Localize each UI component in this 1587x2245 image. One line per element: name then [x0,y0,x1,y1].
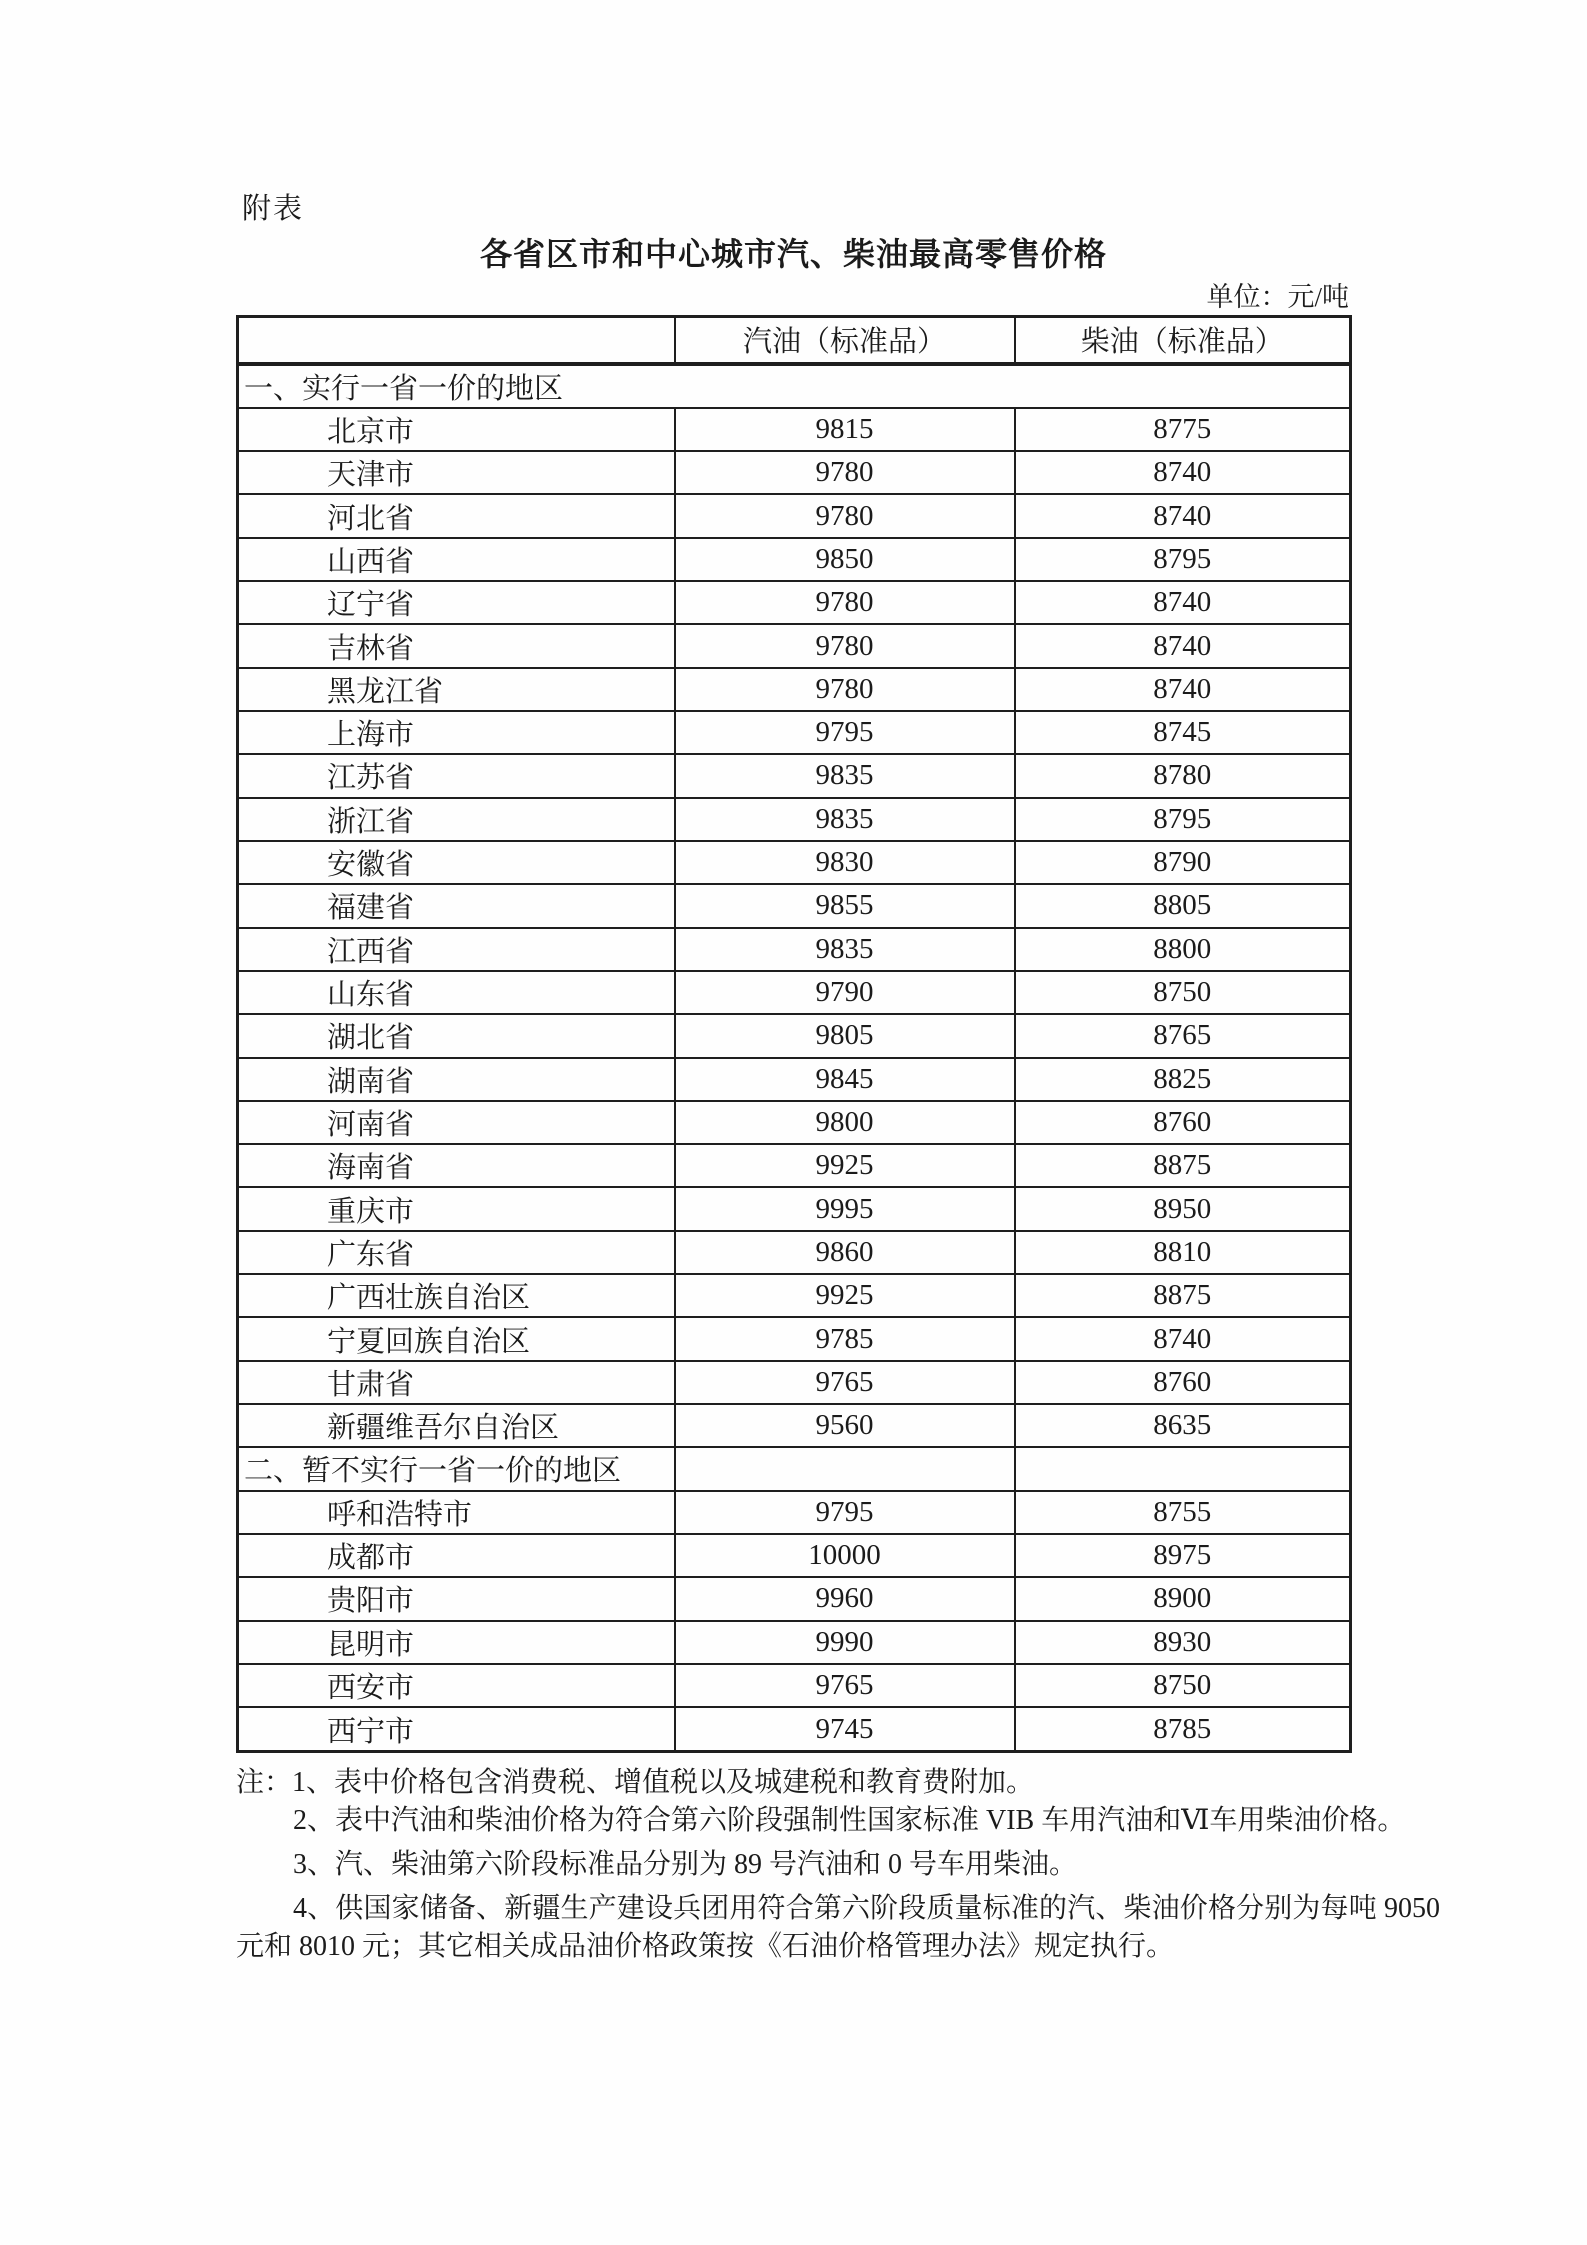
table-row [238,1058,1351,1101]
table-row [238,581,1351,624]
region-cell: 成都市 [238,1534,675,1577]
gasoline-price-cell: 9995 [675,1187,1015,1230]
gasoline-price-cell: 9830 [675,841,1015,884]
region-cell: 安徽省 [238,841,675,884]
region-column-header [238,317,675,364]
gasoline-price-cell: 9855 [675,884,1015,927]
table-row [238,1534,1351,1577]
diesel-price-cell: 8740 [1015,494,1351,537]
table-row [238,754,1351,797]
region-cell: 昆明市 [238,1621,675,1664]
region-cell: 西安市 [238,1664,675,1707]
note-line: 3、汽、柴油第六阶段标准品分别为 89 号汽油和 0 号车用柴油。 [293,1849,1078,1880]
gasoline-price-cell: 9780 [675,624,1015,667]
notes-prefix: 注： [236,1767,293,1798]
diesel-price-cell: 8755 [1015,1491,1351,1534]
empty-cell [1015,1447,1351,1490]
diesel-price-cell: 8760 [1015,1361,1351,1404]
table-row [238,841,1351,884]
gasoline-price-cell: 9795 [675,711,1015,754]
region-cell: 山东省 [238,971,675,1014]
gasoline-price-cell: 9780 [675,494,1015,537]
gasoline-price-cell: 9835 [675,754,1015,797]
diesel-price-cell: 8975 [1015,1534,1351,1577]
region-cell: 河北省 [238,494,675,537]
gasoline-price-cell: 9745 [675,1707,1015,1751]
gasoline-price-cell: 9835 [675,798,1015,841]
table-row [238,1187,1351,1230]
diesel-price-cell: 8785 [1015,1707,1351,1751]
region-cell: 宁夏回族自治区 [238,1317,675,1360]
diesel-price-cell: 8740 [1015,581,1351,624]
diesel-price-cell: 8740 [1015,668,1351,711]
region-cell: 湖南省 [238,1058,675,1101]
header-row [238,317,1351,364]
gasoline-price-cell: 9795 [675,1491,1015,1534]
diesel-price-cell: 8740 [1015,451,1351,494]
page-title: 各省区市和中心城市汽、柴油最高零售价格 [479,236,1107,272]
gasoline-price-cell: 9780 [675,451,1015,494]
diesel-price-cell: 8805 [1015,884,1351,927]
price-table-header [238,317,1351,364]
diesel-price-cell: 8950 [1015,1187,1351,1230]
diesel-price-cell: 8740 [1015,1317,1351,1360]
gasoline-price-cell: 9765 [675,1664,1015,1707]
region-cell: 北京市 [238,408,675,451]
table-row [238,1231,1351,1274]
note-line [236,1764,1440,1802]
table-row [238,798,1351,841]
region-cell: 海南省 [238,1144,675,1187]
table-row [238,711,1351,754]
price-table-body [238,364,1351,1752]
section-header-row [238,1447,1351,1490]
region-cell: 甘肃省 [238,1361,675,1404]
diesel-price-cell: 8750 [1015,1664,1351,1707]
note-line: 4、供国家储备、新疆生产建设兵团用符合第六阶段质量标准的汽、柴油价格分别为每吨 9050 元和 8010 元；其它相关成品油价格政策按《石油价格管理办法》规定执行。 [236,1893,1440,1962]
diesel-price-cell: 8635 [1015,1404,1351,1447]
note-line: 2、表中汽油和柴油价格为符合第六阶段强制性国家标准 VIB 车用汽油和Ⅵ车用柴油价格。 [293,1805,1406,1836]
table-row [238,668,1351,711]
table-row [238,884,1351,927]
gasoline-price-cell: 9780 [675,581,1015,624]
table-row [238,1361,1351,1404]
diesel-price-cell: 8875 [1015,1274,1351,1317]
gasoline-price-cell: 9765 [675,1361,1015,1404]
diesel-column-header: 柴油（标准品） [1015,317,1351,364]
region-cell: 广西壮族自治区 [238,1274,675,1317]
region-cell: 贵阳市 [238,1577,675,1620]
gasoline-price-cell: 10000 [675,1534,1015,1577]
gasoline-price-cell: 9800 [675,1101,1015,1144]
diesel-price-cell: 8775 [1015,408,1351,451]
table-row [238,1577,1351,1620]
region-cell: 广东省 [238,1231,675,1274]
diesel-price-cell: 8790 [1015,841,1351,884]
gasoline-price-cell: 9960 [675,1577,1015,1620]
diesel-price-cell: 8750 [1015,971,1351,1014]
table-row [238,1621,1351,1664]
region-cell: 辽宁省 [238,581,675,624]
region-cell: 河南省 [238,1101,675,1144]
table-row [238,1144,1351,1187]
table-row [238,494,1351,537]
gasoline-price-cell: 9560 [675,1404,1015,1447]
diesel-price-cell: 8810 [1015,1231,1351,1274]
table-row [238,1491,1351,1534]
region-cell: 福建省 [238,884,675,927]
gasoline-price-cell: 9925 [675,1274,1015,1317]
region-cell: 西宁市 [238,1707,675,1751]
diesel-price-cell: 8795 [1015,798,1351,841]
region-cell: 新疆维吾尔自治区 [238,1404,675,1447]
gasoline-price-cell: 9850 [675,538,1015,581]
table-row [238,928,1351,971]
region-cell: 江苏省 [238,754,675,797]
diesel-price-cell: 8740 [1015,624,1351,667]
empty-cell [675,1447,1015,1490]
table-row [238,408,1351,451]
diesel-price-cell: 8875 [1015,1144,1351,1187]
region-cell: 呼和浩特市 [238,1491,675,1534]
table-row [238,1664,1351,1707]
table-row [238,624,1351,667]
diesel-price-cell: 8800 [1015,928,1351,971]
table-row [238,1404,1351,1447]
attachment-label: 附表 [242,193,305,225]
table-row [238,1707,1351,1751]
table-row [238,451,1351,494]
price-table [236,315,1352,1753]
gasoline-price-cell: 9835 [675,928,1015,971]
unit-label: 单位：元/吨 [1206,282,1349,312]
diesel-price-cell: 8780 [1015,754,1351,797]
diesel-price-cell: 8795 [1015,538,1351,581]
table-row [238,538,1351,581]
region-cell: 重庆市 [238,1187,675,1230]
table-row [238,1014,1351,1057]
region-cell: 天津市 [238,451,675,494]
note-text: 1、表中价格包含消费税、增值税以及城建税和教育费附加。 [292,1767,1035,1798]
gasoline-price-cell: 9790 [675,971,1015,1014]
table-row [238,971,1351,1014]
gasoline-price-cell: 9845 [675,1058,1015,1101]
section-label: 一、实行一省一价的地区 [238,364,1351,408]
table-row [238,1274,1351,1317]
gasoline-price-cell: 9990 [675,1621,1015,1664]
region-cell: 浙江省 [238,798,675,841]
gasoline-price-cell: 9785 [675,1317,1015,1360]
region-cell: 山西省 [238,538,675,581]
gasoline-price-cell: 9925 [675,1144,1015,1187]
table-row [238,1101,1351,1144]
gasoline-price-cell: 9860 [675,1231,1015,1274]
notes [236,1764,1440,1966]
region-cell: 上海市 [238,711,675,754]
table-row [238,1317,1351,1360]
gasoline-price-cell: 9805 [675,1014,1015,1057]
region-cell: 吉林省 [238,624,675,667]
gasoline-column-header: 汽油（标准品） [675,317,1015,364]
diesel-price-cell: 8765 [1015,1014,1351,1057]
region-cell: 黑龙江省 [238,668,675,711]
gasoline-price-cell: 9780 [675,668,1015,711]
gasoline-price-cell: 9815 [675,408,1015,451]
region-cell: 湖北省 [238,1014,675,1057]
section-label: 二、暂不实行一省一价的地区 [238,1447,675,1490]
diesel-price-cell: 8900 [1015,1577,1351,1620]
section-header-row [238,364,1351,408]
region-cell: 江西省 [238,928,675,971]
diesel-price-cell: 8825 [1015,1058,1351,1101]
diesel-price-cell: 8760 [1015,1101,1351,1144]
diesel-price-cell: 8930 [1015,1621,1351,1664]
diesel-price-cell: 8745 [1015,711,1351,754]
